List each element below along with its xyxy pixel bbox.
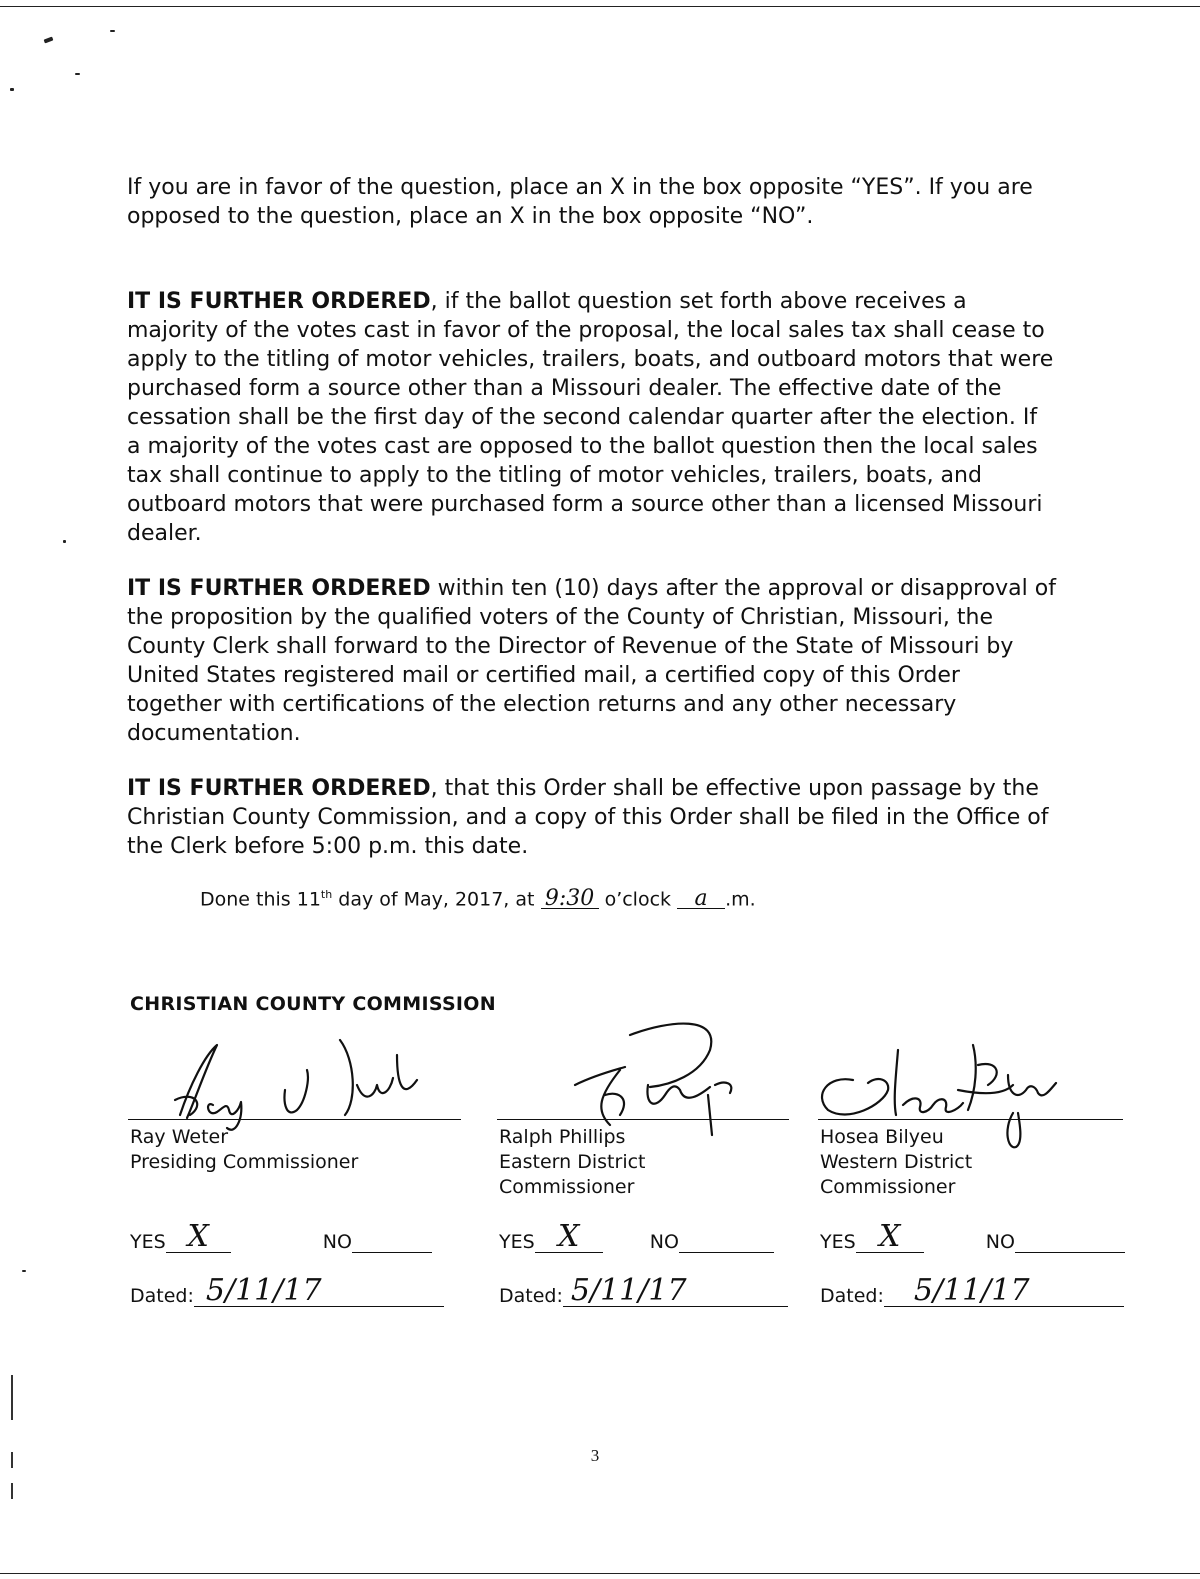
order-heading: IT IS FURTHER ORDERED [127,576,431,601]
no-label: NO [649,1231,679,1253]
no-label: NO [322,1231,352,1253]
signature-line [818,1119,1123,1120]
scan-speck [22,1270,26,1272]
yes-label: YES [499,1231,535,1253]
signer-name: Ray Weter [130,1126,229,1148]
signer-title: Eastern District [499,1151,646,1173]
order-text: within ten (10) days after the approval or disapproval of the proposition by the qualified voters of the County of Christian, Missouri, the County Clerk shall forward to the Director of Revenue of the State of Missouri by United States registered mail or certified mail, a certified copy of this Order together with certifications of the election returns and any other necessary documentation. [127,576,1056,746]
signer-name: Ralph Phillips [499,1126,626,1148]
done-oclock: o’clock [598,888,678,911]
signature-line [497,1119,789,1120]
no-blank [1015,1230,1125,1253]
dated-value: 5/11/17 [570,1273,687,1308]
dated-label: Dated: [820,1285,884,1307]
signer-title-cont: Commissioner [820,1176,956,1198]
done-date-line [200,888,756,910]
signer-title: Western District [820,1151,973,1173]
order-text: , if the ballot question set forth above receives a majority of the votes cast in favor of the proposal, the local sales tax shall cease to apply to the titling of motor vehicles, trailers, boats, and outboard motors that were purchased form a source other than a Missouri dealer. The effective date of the cessation shall be the first day of the second calendar quarter after the election. If a majority of the votes cast are opposed to the ballot question then the local sales tax shall continue to apply to the titling of motor vehicles, trailers, boats, and outboard motors that were purchased form a source other than a licensed Missouri dealer. [127,289,1054,546]
yes-mark: X [557,1219,580,1254]
vote-row-2 [499,1219,774,1254]
yes-mark: X [878,1219,901,1254]
order-paragraph-1 [127,258,1057,548]
scan-speck [10,88,14,91]
vote-row-1 [130,1219,432,1254]
order-paragraph-3 [127,745,1057,861]
dated-row-2 [499,1273,788,1308]
page-number: 3 [590,1446,600,1465]
scan-speck [75,73,80,75]
dated-row-1 [130,1273,444,1308]
dated-blank [194,1273,444,1308]
dated-blank [563,1273,788,1308]
order-text: , that this Order shall be effective upon passage by the Christian County Commission, and a copy of this Order shall be filed in the Office of the Clerk before 5:00 p.m. this date. [127,776,1049,859]
order-paragraph-2 [127,545,1057,748]
order-heading: IT IS FURTHER ORDERED [127,776,431,801]
ballot-instruction-paragraph [127,144,1057,231]
commission-title: CHRISTIAN COUNTY COMMISSION [130,993,496,1015]
yes-blank [856,1219,924,1254]
scan-speck [110,30,115,32]
done-ordinal: th [320,888,333,901]
scan-speck [44,37,54,44]
done-middle: day of May, 2017, at [332,888,541,911]
ballot-instruction-text: If you are in favor of the question, place an X in the box opposite “YES”. If you are opposed to the question, place an X in the box opposite “NO”. [127,175,1033,229]
no-blank [352,1230,432,1253]
scan-edge-mark [11,1483,13,1499]
signer-block-1 [130,1125,358,1175]
yes-label: YES [130,1231,166,1253]
signature-ray-weter [135,1030,435,1125]
yes-blank [166,1219,231,1254]
yes-label: YES [820,1231,856,1253]
signer-title: Presiding Commissioner [130,1151,359,1173]
dated-value: 5/11/17 [913,1273,1030,1308]
dated-blank [884,1273,1124,1308]
scan-border-top [0,6,1200,7]
handwritten-time: 9:30 [541,890,599,909]
scan-edge-mark [11,1375,13,1420]
vote-row-3 [820,1219,1125,1254]
signer-block-3 [820,1125,972,1200]
dated-value: 5/11/17 [205,1273,322,1308]
signature-ralph-phillips [560,1015,760,1140]
no-label: NO [985,1231,1015,1253]
dated-label: Dated: [130,1285,194,1307]
dated-row-3 [820,1273,1124,1308]
scan-border-bottom [0,1573,1200,1574]
yes-blank [535,1219,603,1254]
done-suffix: .m. [725,888,756,911]
signer-block-2 [499,1125,646,1200]
scan-speck [63,540,66,543]
handwritten-ampm: a [677,890,725,909]
no-blank [679,1230,774,1253]
yes-mark: X [187,1219,209,1254]
signer-name: Hosea Bilyeu [820,1126,944,1148]
done-prefix: Done this 11 [200,888,321,911]
dated-label: Dated: [499,1285,563,1307]
signer-title-cont: Commissioner [499,1176,635,1198]
signature-line [128,1119,461,1120]
order-heading: IT IS FURTHER ORDERED [127,289,431,314]
